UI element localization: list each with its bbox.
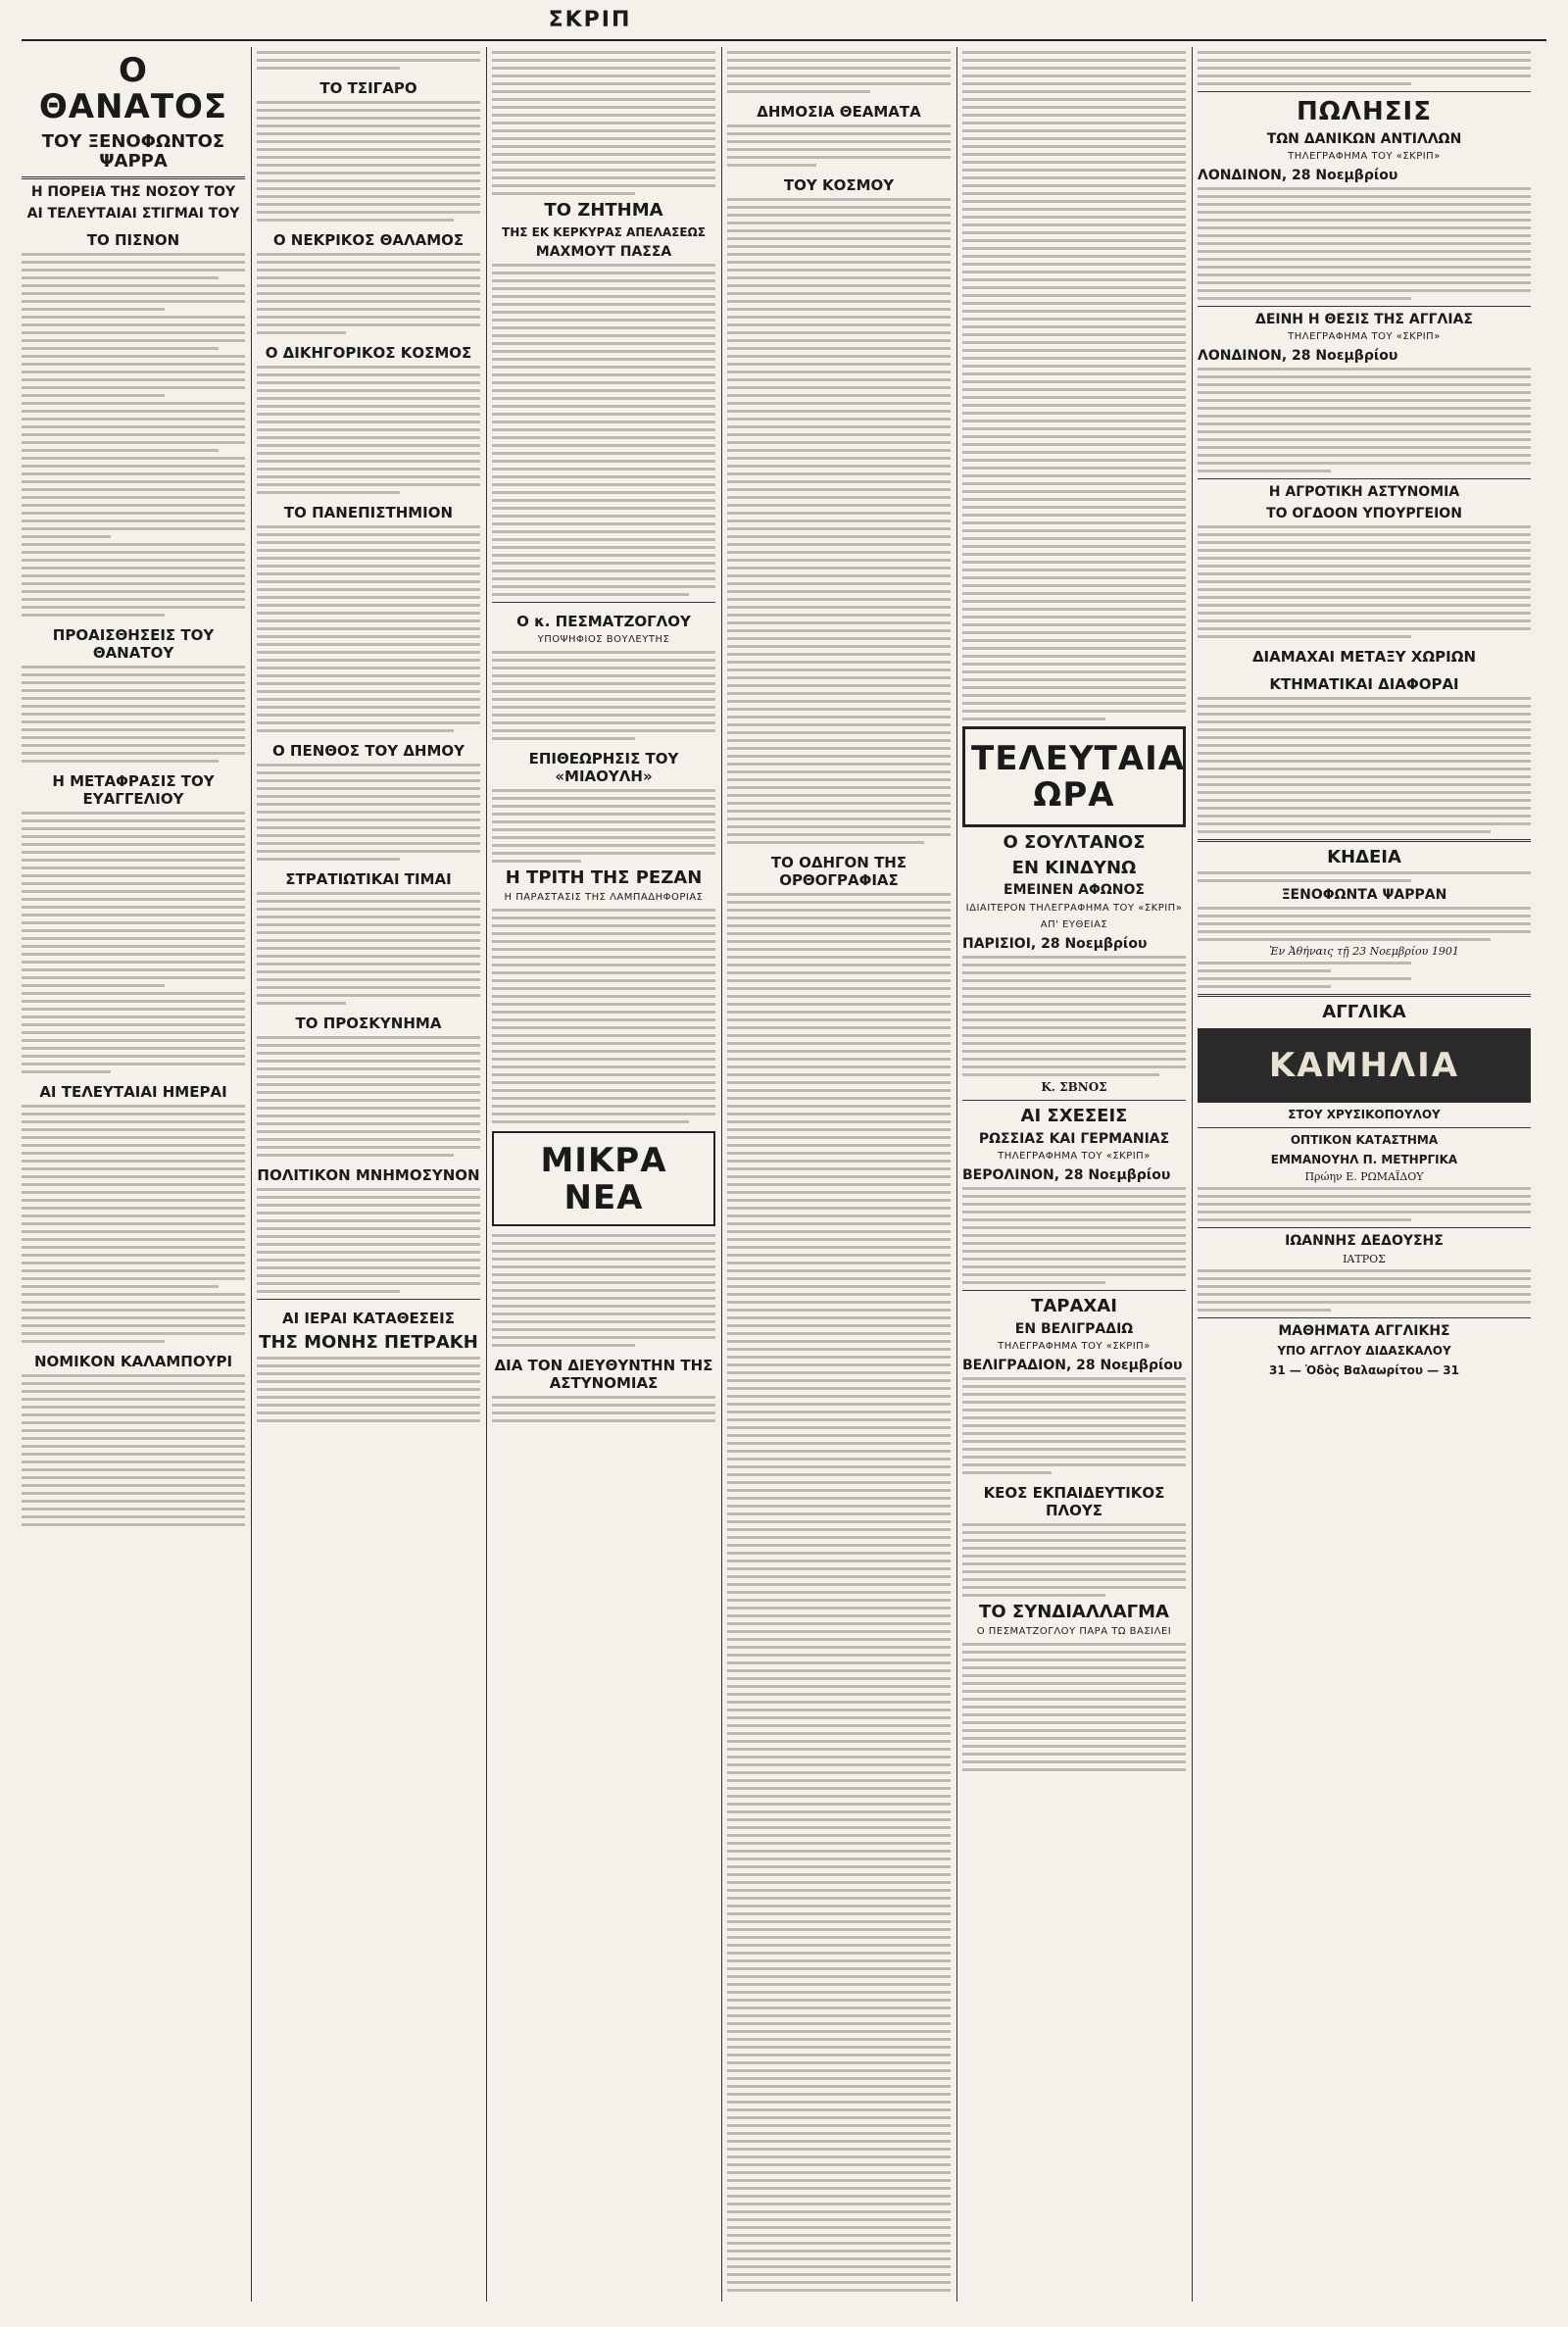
headline-third: Η ΤΡΙΤΗ ΤΗΣ ΡΕΖΑΝ	[505, 867, 703, 889]
section-subtitle: ΥΠΟΨΗΦΙΟΣ ΒΟΥΛΕΥΤΗΣ	[537, 634, 670, 646]
column-3	[492, 47, 715, 2302]
headline-last-moments: ΑΙ ΤΕΛΕΥΤΑΙΑΙ ΣΤΙΓΜΑΙ ΤΟΥ	[26, 205, 240, 222]
column-divider	[721, 47, 722, 2302]
article-text	[1198, 962, 1531, 988]
article-text	[257, 51, 480, 70]
column-6	[1198, 47, 1531, 2302]
ad-doctor-role: ΙΑΤΡΟΣ	[1343, 1253, 1386, 1266]
headline-rural-police: Η ΑΓΡΟΤΙΚΗ ΑΣΤΥΝΟΜΙΑ	[1268, 484, 1460, 501]
article-text	[962, 1523, 1186, 1597]
dateline: ΠΑΡΙΣΙΟΙ, 28 Νοεμβρίου	[962, 935, 1148, 952]
section-title: Η ΜΕΤΑΦΡΑΣΙΣ ΤΟΥ ΕΥΑΓΓΕΛΙΟΥ	[52, 772, 215, 809]
headline-illness: Η ΠΟΡΕΙΑ ΤΗΣ ΝΟΣΟΥ ΤΟΥ	[30, 184, 236, 201]
article-text	[257, 764, 480, 861]
last-hour-banner	[962, 726, 1186, 827]
section-title: ΤΟ ΤΣΙΓΑΡΟ	[319, 79, 417, 97]
funeral-name: ΞΕΝΟΦΩΝΤΑ ΨΑΡΡΑΝ	[1281, 886, 1447, 903]
article-text	[492, 651, 715, 740]
headline-danger: ΕΝ ΚΙΝΔΥΝΩ	[1011, 857, 1137, 878]
article-text	[257, 525, 480, 732]
column-1	[22, 47, 245, 2302]
article-text	[492, 51, 715, 195]
headline-petraki: ΤΗΣ ΜΟΝΗΣ ΠΕΤΡΑΚΗ	[259, 1332, 478, 1353]
article-text	[1198, 51, 1531, 85]
article-text	[1198, 525, 1531, 638]
article-text	[962, 51, 1186, 720]
article-text	[22, 1105, 245, 1343]
headline-england: ΔΕΙΝΗ Η ΘΕΣΙΣ ΤΗΣ ΑΓΓΛΙΑΣ	[1254, 311, 1473, 327]
headline-death: Ο ΘΑΝΑΤΟΣ	[38, 51, 228, 127]
section-title: ΤΟ ΟΔΗΓΟΝ ΤΗΣ ΟΡΘΟΓΡΑΦΙΑΣ	[770, 854, 907, 889]
article-text	[1198, 368, 1531, 472]
headline-expulsion: ΤΗΣ ΕΚ ΚΕΡΚΥΡΑΣ ΑΠΕΛΑΣΕΩΣ	[502, 224, 706, 239]
article-text	[727, 198, 951, 844]
telegram-label: ΤΗΛΕΓΡΑΦΗΜΑ ΤΟΥ «ΣΚΡΙΠ»	[998, 1341, 1151, 1353]
direct-label: ΑΠ' ΕΥΘΕΙΑΣ	[1040, 918, 1108, 930]
article-text	[1198, 1187, 1531, 1221]
article-text	[492, 789, 715, 863]
article-text	[22, 1374, 245, 1526]
section-subtitle: Ο ΠΕΣΜΑΤΖΟΓΛΟΥ ΠΑΡΑ ΤΩ ΒΑΣΙΛΕΙ	[976, 1625, 1172, 1637]
section-title: ΚΤΗΜΑΤΙΚΑΙ ΔΙΑΦΟΡΑΙ	[1269, 675, 1459, 694]
dateline: ΒΕΡΟΛΙΝΟΝ, 28 Νοεμβρίου	[962, 1166, 1171, 1183]
article-text	[257, 1188, 480, 1293]
article-text	[257, 892, 480, 1005]
telegram-label: ΙΔΙΑΙΤΕΡΟΝ ΤΗΛΕΓΡΑΦΗΜΑ ΤΟΥ «ΣΚΡΙΠ»	[965, 902, 1183, 914]
telegram-label: ΤΗΛΕΓΡΑΦΗΜΑ ΤΟΥ «ΣΚΡΙΠ»	[998, 1150, 1151, 1162]
section-title: ΠΡΟΑΙΣΘΗΣΕΙΣ ΤΟΥ ΘΑΝΑΤΟΥ	[52, 626, 215, 663]
ad-optical-title: ΟΠΤΙΚΟΝ ΚΑΤΑΣΤΗΜΑ	[1290, 1133, 1439, 1148]
article-text	[727, 124, 951, 167]
article-text	[22, 812, 245, 1073]
article-text	[257, 253, 480, 334]
dateline: ΒΕΛΙΓΡΑΔΙΟΝ, 28 Νοεμβρίου	[962, 1358, 1183, 1374]
section-title: ΣΤΡΑΤΙΩΤΙΚΑΙ ΤΙΜΑΙ	[285, 870, 452, 888]
section-title: ΑΙ ΙΕΡΑΙ ΚΑΤΑΘΕΣΕΙΣ	[281, 1310, 456, 1327]
headline-small-news: ΜΙΚΡΑ ΝΕΑ	[540, 1141, 667, 1217]
column-divider	[251, 47, 252, 2302]
column-4	[727, 47, 951, 2302]
headline-eighth-ministry: ΤΟ ΟΓΔΟΟΝ ΥΠΟΥΡΓΕΙΟΝ	[1266, 505, 1462, 521]
headline-psarras: ΤΟΥ ΞΕΝΟΦΩΝΤΟΣ ΨΑΡΡΑ	[41, 130, 225, 172]
article-text	[22, 253, 245, 617]
section-title: ΤΟΥ ΚΟΣΜΟΥ	[783, 176, 895, 194]
ad-doctor-name: ΙΩΑΝΝΗΣ ΔΕΔΟΥΣΗΣ	[1285, 1232, 1444, 1249]
ad-optical-name: ΕΜΜΑΝΟΥΗΛ Π. ΜΕΤΗΡΓΙΚΑ	[1270, 1152, 1458, 1166]
section-title: Ο ΝΕΚΡΙΚΟΣ ΘΑΛΑΜΟΣ	[272, 231, 465, 249]
section-title: Ο ΔΙΚΗΓΟΡΙΚΟΣ ΚΟΣΜΟΣ	[265, 344, 472, 362]
section-title: Ο ΠΕΝΘΟΣ ΤΟΥ ΔΗΜΟΥ	[271, 742, 466, 760]
article-text	[962, 1187, 1186, 1284]
article-text	[1198, 1269, 1531, 1312]
headline-issue: ΤΟ ΖΗΤΗΜΑ	[544, 200, 663, 221]
top-rule	[22, 39, 1546, 41]
headline-relations: ΑΙ ΣΧΕΣΕΙΣ	[1020, 1105, 1128, 1126]
ad-kamelia-brand: ΚΑΜΗΛΙΑ	[1198, 1028, 1531, 1103]
section-title: ΤΟ ΠΑΝΕΠΙΣΤΗΜΙΟΝ	[283, 504, 454, 521]
article-text	[492, 1396, 715, 1422]
article-text	[727, 51, 951, 93]
article-text	[492, 909, 715, 1123]
masthead: ΣΚΡΙΠ	[548, 8, 632, 32]
section-title: ΔΗΜΟΣΙΑ ΘΕΑΜΑΤΑ	[757, 103, 921, 121]
article-text	[22, 666, 245, 763]
section-title: ΔΙΑ ΤΟΝ ΔΙΕΥΘΥΝΤΗΝ ΤΗΣ ΑΣΤΥΝΟΜΙΑΣ	[494, 1356, 713, 1392]
section-title: ΕΠΙΘΕΩΡΗΣΙΣ ΤΟΥ «ΜΙΑΟΥΛΗ»	[528, 750, 679, 786]
section-title: ΤΟ ΠΙΣΝΟΝ	[86, 231, 180, 250]
headline-last-hour: ΤΕΛΕΥΤΑΙΑ ΩΡΑ	[971, 739, 1186, 816]
ad-english-title: ΑΓΓΛΙΚΑ	[1322, 1002, 1406, 1023]
column-divider	[956, 47, 957, 2302]
ad-lessons-sub: ΥΠΟ ΑΓΓΛΟΥ ΔΙΔΑΣΚΑΛΟΥ	[1277, 1344, 1451, 1359]
dateline: ΛΟΝΔΙΝΟΝ, 28 Νοεμβρίου	[1198, 167, 1398, 183]
section-title: ΑΙ ΤΕΛΕΥΤΑΙΑΙ ΗΜΕΡΑΙ	[39, 1083, 227, 1102]
headline-speechless: ΕΜΕΙΝΕΝ ΑΦΩΝΟΣ	[1004, 882, 1145, 899]
article-text	[962, 956, 1186, 1076]
article-text	[257, 366, 480, 494]
column-2	[257, 47, 480, 2302]
article-text	[492, 264, 715, 596]
headline-sale: ΠΩΛΗΣΙΣ	[1297, 97, 1432, 126]
newspaper-page	[22, 8, 1546, 2319]
article-text	[257, 1036, 480, 1157]
article-text	[257, 1357, 480, 1422]
section-title: Ο κ. ΠΕΣΜΑΤΖΟΓΛΟΥ	[516, 613, 691, 631]
column-divider	[1192, 47, 1193, 2302]
section-title: ΚΕΟΣ ΕΚΠΑΙΔΕΥΤΙΚΟΣ ΠΛΟΥΣ	[983, 1484, 1165, 1520]
article-text	[257, 101, 480, 222]
ad-lessons-title: ΜΑΘΗΜΑΤΑ ΑΓΓΛΙΚΗΣ	[1278, 1323, 1450, 1340]
headline-mahmut: ΜΑΧΜΟΥΤ ΠΑΣΣΑ	[535, 243, 672, 260]
article-text	[1198, 871, 1531, 882]
headline-danish-antilles: ΤΩΝ ΔΑΝΙΚΩΝ ΑΝΤΙΛΛΩΝ	[1266, 130, 1462, 147]
section-title: ΝΟΜΙΚΟΝ ΚΑΛΑΜΠΟΥΡΙ	[33, 1353, 233, 1371]
headline-accord: ΤΟ ΣΥΝΔΙΑΛΛΑΓΜΑ	[979, 1602, 1169, 1623]
headline-russia-germany: ΡΩΣΣΙΑΣ ΚΑΙ ΓΕΡΜΑΝΙΑΣ	[978, 1130, 1170, 1147]
dateline: ΛΟΝΔΙΝΟΝ, 28 Νοεμβρίου	[1198, 348, 1398, 365]
article-text	[727, 893, 951, 2292]
article-text	[962, 1377, 1186, 1474]
article-text	[962, 1643, 1186, 1771]
section-title: ΔΙΑΜΑΧΑΙ ΜΕΤΑΞΥ ΧΩΡΙΩΝ	[1251, 648, 1477, 667]
telegram-label: ΤΗΛΕΓΡΑΦΗΜΑ ΤΟΥ «ΣΚΡΙΠ»	[1288, 331, 1441, 343]
ad-lessons-address: 31 — Ὁδὸς Βαλαωρίτου — 31	[1268, 1362, 1459, 1377]
article-text	[1198, 907, 1531, 941]
telegram-label: ΤΗΛΕΓΡΑΦΗΜΑ ΤΟΥ «ΣΚΡΙΠ»	[1288, 150, 1441, 162]
headline-funeral: ΚΗΔΕΙΑ	[1327, 847, 1401, 868]
headline-sultan: Ο ΣΟΥΛΤΑΝΟΣ	[1003, 831, 1146, 853]
article-text	[1198, 187, 1531, 300]
section-title: ΤΟ ΠΡΟΣΚΥΝΗΜΑ	[295, 1015, 442, 1032]
section-subtitle: Η ΠΑΡΑΣΤΑΣΙΣ ΤΗΣ ΛΑΜΠΑΔΗΦΟΡΙΑΣ	[504, 892, 704, 904]
headline-unrest: ΤΑΡΑΧΑΙ	[1031, 1295, 1117, 1316]
article-text	[1198, 697, 1531, 833]
article-text	[492, 1234, 715, 1347]
signature: Κ. ΣΒΝΟΣ	[1041, 1079, 1107, 1094]
section-title: ΠΟΛΙΤΙΚΟΝ ΜΝΗΜΟΣΥΝΟΝ	[257, 1166, 480, 1184]
column-5	[962, 47, 1186, 2302]
mikra-nea-box	[492, 1131, 715, 1226]
ad-kamelia-shop: ΣΤΟΥ ΧΡΥΣΙΚΟΠΟΥΛΟΥ	[1288, 1108, 1441, 1122]
ad-optical-former: Πρώην Ε. ΡΩΜΑΪΔΟΥ	[1304, 1169, 1424, 1183]
column-divider	[486, 47, 487, 2302]
funeral-date: Ἐν Ἀθήναις τῇ 23 Νοεμβρίου 1901	[1269, 945, 1459, 959]
headline-belgrade: ΕΝ ΒΕΛΙΓΡΑΔΙΩ	[1014, 1320, 1134, 1337]
